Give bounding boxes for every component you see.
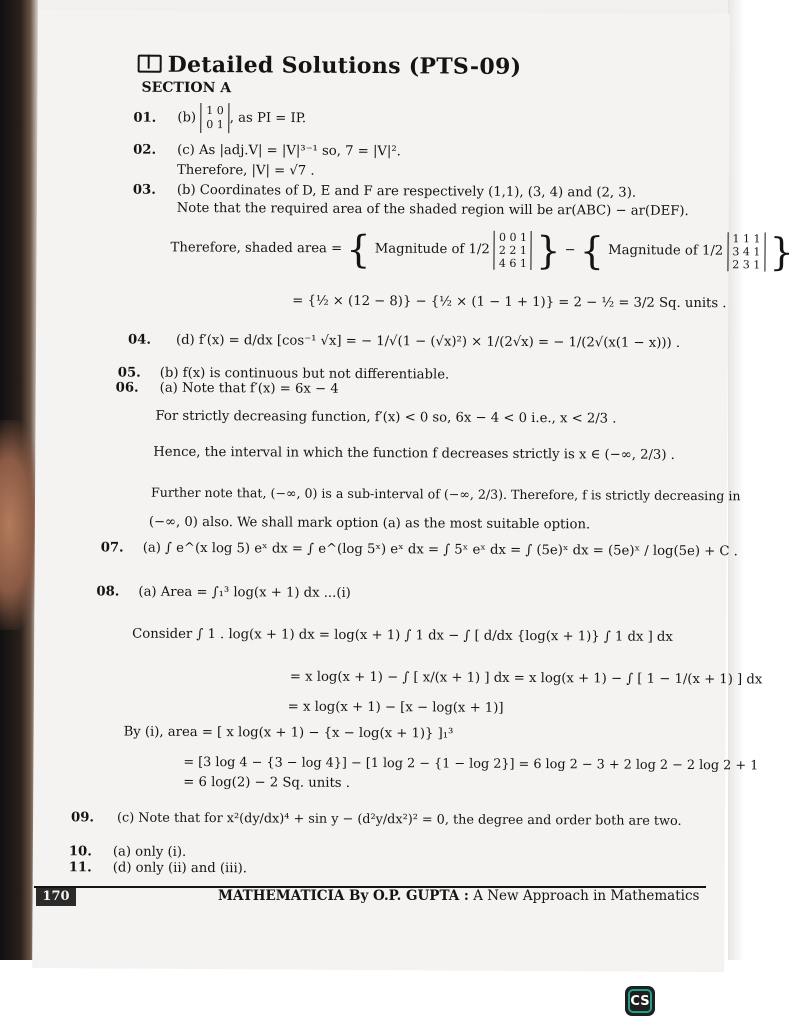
q03-line1: (b) Coordinates of D, E and F are respectively (1,1), (3, 4) and (2, 3). bbox=[176, 182, 637, 201]
footer-text: MATHEMATICIA By O.P. GUPTA : A New Approach in Mathematics bbox=[218, 888, 700, 904]
camscanner-logo-icon: CS bbox=[625, 986, 655, 1016]
scan-right-edge bbox=[728, 0, 768, 960]
q11-number: 11. bbox=[68, 860, 92, 876]
q02-line2: Therefore, |V| = √7 . bbox=[176, 162, 315, 179]
q11-text: (d) only (ii) and (iii). bbox=[112, 860, 248, 877]
page-title: Detailed Solutions (PTS-09) bbox=[138, 55, 522, 75]
q02-number: 02. bbox=[133, 142, 157, 158]
q03-number: 03. bbox=[132, 182, 156, 198]
q06-line1: (a) Note that f′(x) = 6x − 4 bbox=[159, 380, 339, 397]
q04-text: (d) f′(x) = d/dx [cos⁻¹ √x] = − 1/√(1 − (√x)²) × 1/(2√x) = − 1/(2√(x(1 − x))) . bbox=[175, 332, 681, 351]
q09-number: 09. bbox=[71, 810, 95, 826]
q07-text: (a) ∫ e^(x log 5) eˣ dx = ∫ e^(log 5ˣ) eˣ dx = ∫ 5ˣ eˣ dx = ∫ (5e)ˣ dx = (5e)ˣ / log(5e) + C . bbox=[142, 540, 738, 560]
q08-line5: By (i), area = [ x log(x + 1) − {x − log(x + 1)} ]₁³ bbox=[123, 724, 454, 742]
q08-line7: = 6 log(2) − 2 Sq. units . bbox=[183, 774, 350, 791]
q06-line5: (−∞, 0) also. We shall mark option (a) as the most suitable option. bbox=[148, 514, 591, 533]
q08-line1: (a) Area = ∫₁³ log(x + 1) dx ...(i) bbox=[138, 584, 351, 601]
q05-text: (b) f(x) is continuous but not differentiable. bbox=[159, 365, 450, 383]
q03-determinant-2: 1 1 1 3 4 1 2 3 1 bbox=[727, 232, 765, 271]
q02-line1: (c) As |adj.V| = |V|³⁻¹ so, 7 = |V|². bbox=[177, 142, 401, 160]
q03-determinant-1: 0 0 1 2 2 1 4 6 1 bbox=[494, 231, 532, 270]
q10-number: 10. bbox=[68, 844, 92, 860]
q01-answer: (b) 1 0 0 1 , as PI = IP. bbox=[177, 103, 306, 134]
q09-text: (c) Note that for x²(dy/dx)⁴ + sin y − (d²y/dx²)² = 0, the degree and order both are two. bbox=[117, 810, 682, 829]
book-icon bbox=[138, 55, 162, 73]
page-number: 170 bbox=[36, 888, 76, 906]
q03-line2: Note that the required area of the shaded region will be ar(ABC) − ar(DEF). bbox=[176, 200, 689, 219]
document-page bbox=[32, 10, 794, 972]
q06-line2: For strictly decreasing function, f′(x) < 0 so, 6x − 4 < 0 i.e., x < 2/3 . bbox=[155, 408, 617, 427]
q10-text: (a) only (i). bbox=[112, 844, 187, 860]
q08-line4: = x log(x + 1) − [x − log(x + 1)] bbox=[287, 699, 504, 716]
q04-number: 04. bbox=[127, 332, 151, 348]
q08-number: 08. bbox=[96, 584, 120, 600]
q03-line3: Therefore, shaded area = { Magnitude of 1/2 0 0 1 2 2 1 4 6 1 } − { Magnitude of 1/2 1 1 1 3 4 1 2 3 1 } bbox=[170, 227, 794, 275]
q03-line4: = {½ × (12 − 8)} − {½ × (1 − 1 + 1)} = 2 − ½ = 3/2 Sq. units . bbox=[292, 293, 727, 312]
q06-number: 06. bbox=[115, 380, 139, 396]
q05-number: 05. bbox=[117, 365, 141, 381]
q08-line3: = x log(x + 1) − ∫ [ x/(x + 1) ] dx = x log(x + 1) − ∫ [ 1 − 1/(x + 1) ] dx bbox=[289, 669, 763, 688]
q08-line2: Consider ∫ 1 . log(x + 1) dx = log(x + 1) ∫ 1 dx − ∫ [ d/dx {log(x + 1)} ∫ 1 dx ] dx bbox=[132, 626, 673, 645]
section-heading: SECTION A bbox=[141, 79, 232, 97]
q06-line4: Further note that, (−∞, 0) is a sub-interval of (−∞, 2/3). Therefore, f is strictly decreasing in bbox=[151, 484, 741, 504]
q08-line6: = [3 log 4 − {3 − log 4}] − [1 log 2 − {1 − log 2}] = 6 log 2 − 3 + 2 log 2 − 2 log 2 + 1 bbox=[183, 754, 759, 774]
q06-line3: Hence, the interval in which the function f decreases strictly is x ∈ (−∞, 2/3) . bbox=[153, 444, 675, 463]
q01-number: 01. bbox=[133, 110, 157, 126]
q07-number: 07. bbox=[100, 540, 124, 556]
